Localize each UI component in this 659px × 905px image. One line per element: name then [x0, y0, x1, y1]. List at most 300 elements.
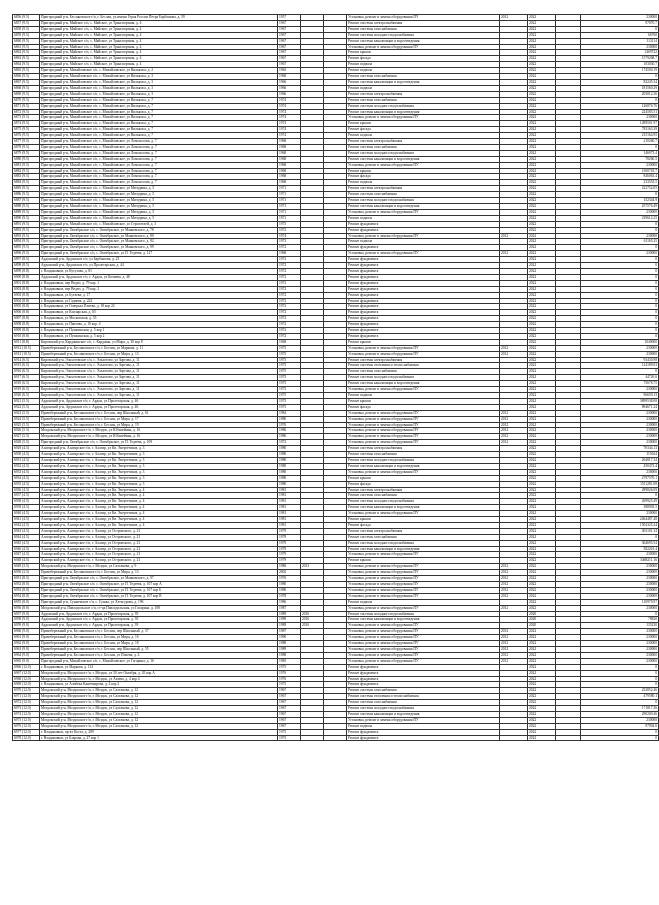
cell-addr: Пригородный р-н, Михайловское с/п, с. Михайловское, ул Мичурина, д. 5: [40, 192, 278, 198]
cell-y1: 1972: [278, 280, 301, 286]
cell-cost: 0: [581, 534, 659, 540]
cell-y1: 1975: [278, 393, 301, 399]
cell-addr: г. Владикавказ, ул Гадиева, д. 222: [40, 298, 278, 304]
cell-p1: 2012: [500, 410, 528, 416]
cell-addr: Пригородный р-н, Майское с/п, с. Майское, ул Транспортная, д. 4: [40, 32, 278, 38]
cell-cost: 230000: [581, 410, 659, 416]
cell-addr: Пригородный р-н, Октябрьское с/п, с. Октябрьское, ул П. Тедеева, д. 107 кор А: [40, 582, 278, 588]
cell-y1: 1974: [278, 121, 301, 127]
cell-y1: 1972: [278, 333, 301, 339]
cell-cost: 269925.49: [581, 499, 659, 505]
cell-cost: 0: [581, 322, 659, 328]
cell-addr: Правобережный р-н, Беслановское г/п, г. Беслан, пер Школьный, д. 55: [40, 646, 278, 652]
cell-p2: 2022: [528, 32, 556, 38]
cell-cost: 230000: [581, 416, 659, 422]
cell-y1: 1980: [278, 582, 301, 588]
cell-y1: 1968: [278, 168, 301, 174]
cell-y1: 1989: [278, 611, 301, 617]
cell-work: Ремонт системы холодного водоснабжения: [347, 103, 500, 109]
cell-p1: 2012: [500, 576, 528, 582]
cell-p2: 2022: [528, 682, 556, 688]
cell-n: 6902 (8.8): [13, 286, 40, 292]
cell-p2: 2022: [528, 463, 556, 469]
cell-n: 6973 (12.0): [13, 706, 40, 712]
cell-addr: Моздокский р-н, Павлодольское с/п, ст-ца Павлодольская, ул Гагарина, д. 108: [40, 605, 278, 611]
cell-work: Установка, ремонт и замена оборудования ПУ: [347, 345, 500, 351]
cell-cost: 230000: [581, 646, 659, 652]
cell-cost: 364695.54: [581, 540, 659, 546]
cell-work: Ремонт крыши: [347, 168, 500, 174]
cell-work: Установка, ремонт и замена оборудования ПУ: [347, 623, 500, 629]
cell-addr: Кировский р-н, Эльхотовское с/п, с. Эльхотово, ул Зортова, д. 11: [40, 387, 278, 393]
cell-addr: Алагирский р-н, Алагирское г/п, г. Алагир, ул Кв. Энергетиков, д. 4: [40, 487, 278, 493]
cell-cost: 1469722: [581, 50, 659, 56]
cell-cost: 230000: [581, 251, 659, 257]
cell-cost: 230000: [581, 469, 659, 475]
cell-work: Ремонт системы газоснабжения: [347, 74, 500, 80]
cell-y1: 1979: [278, 558, 301, 564]
cell-n: 6975 (12.0): [13, 717, 40, 723]
cell-n: 6867 (9.5): [13, 79, 40, 85]
cell-n: 6858 (9.5): [13, 26, 40, 32]
cell-addr: Правобережный р-н, Беслановское г/п, г. Беслан, ул Мира, д. 16: [40, 635, 278, 641]
cell-addr: Пригородный р-н, Октябрьское с/п, с. Октябрьское, ул Маяковского, д. 80: [40, 233, 278, 239]
cell-cost: 230000: [581, 652, 659, 658]
cell-work: Ремонт фундамента: [347, 257, 500, 263]
repair-schedule-table: [12, 14, 659, 741]
cell-addr: Моздокский р-н, Моздокское г/п, г. Моздок, ул Салганова, д. 12: [40, 711, 278, 717]
cell-p2: 2022: [528, 292, 556, 298]
cell-p2: 2022: [528, 706, 556, 712]
cell-work: Ремонт системы холодного водоснабжения: [347, 706, 500, 712]
cell-y1: 1980: [278, 469, 301, 475]
cell-y1: 1981: [278, 511, 301, 517]
cell-addr: Пригородный р-н, Майское с/п, с. Майское, ул Транспортная, д. 4: [40, 20, 278, 26]
cell-p2: 2022: [528, 528, 556, 534]
cell-n: 6893 (9.5): [13, 233, 40, 239]
cell-n: 6936 (4.5): [13, 487, 40, 493]
cell-addr: Пригородный р-н, Михайловское с/п, с. Михайловское, ул Вильямса, д. 7: [40, 127, 278, 133]
cell-p2: 2022: [528, 688, 556, 694]
cell-addr: г. Владикавказ, ул Павлова, д. 16 кор. 4: [40, 322, 278, 328]
cell-p2: 2022: [528, 115, 556, 121]
cell-n: 6978 (12.0): [13, 735, 40, 741]
cell-addr: Моздокский р-н, Моздокское г/п, г. Моздок, ул Салганова, д. 12: [40, 688, 278, 694]
cell-addr: Пригородный р-н, Михайловское с/п, с. Михайловское, ул Ломоносова, д. 7: [40, 156, 278, 162]
cell-work: Ремонт подвала: [347, 599, 500, 605]
cell-cost: 0: [581, 280, 659, 286]
cell-addr: Пригородный р-н, Октябрьское с/п, с. Октябрьское, ул П. Тедеева, д. 107 кор Б: [40, 587, 278, 593]
cell-cost: 97902.6: [581, 723, 659, 729]
cell-p1: 2012: [500, 641, 528, 647]
cell-n: 6878 (9.5): [13, 144, 40, 150]
cell-addr: Пригородный р-н, Михайловское с/п, с. Михайловское, ул Мичурина, д. 5: [40, 186, 278, 192]
cell-n: 6883 (9.5): [13, 174, 40, 180]
cell-cost: 252852.46: [581, 688, 659, 694]
cell-p2: 2022: [528, 381, 556, 387]
cell-p1: [500, 735, 528, 741]
cell-p1: 2012: [500, 422, 528, 428]
cell-cost: 230000: [581, 15, 659, 21]
cell-work: Установка, ремонт и замена оборудования ПУ: [347, 209, 500, 215]
cell-p1: 2012: [500, 440, 528, 446]
cell-y1: 1971: [278, 198, 301, 204]
cell-cost: 0: [581, 333, 659, 339]
cell-addr: Пригородный р-н, Октябрьское с/п, с. Октябрьское, ул Маяковского, д. 82: [40, 239, 278, 245]
cell-addr: Алагирский р-н, Алагирское г/п, г. Алагир, ул Островского, д. 21: [40, 540, 278, 546]
cell-work: Установка, ремонт и замена оборудования ПУ: [347, 658, 500, 664]
cell-n: 6940 (4.5): [13, 511, 40, 517]
cell-addr: Алагирский р-н, Алагирское г/п, г. Алагир, ул Кв. Энергетиков, д. 3: [40, 469, 278, 475]
cell-addr: Алагирский р-н, Алагирское г/п, г. Алагир, ул Кв. Энергетиков, д. 3: [40, 475, 278, 481]
cell-addr: Пригородный р-н, Михайловское с/п, с. Михайловское, ул Мичурина, д. 5: [40, 204, 278, 210]
cell-n: 6955 (8.0): [13, 599, 40, 605]
cell-addr: Моздокский р-н, Моздокское г/п, г. Моздок, ул Салганова, д. 12: [40, 700, 278, 706]
cell-work: Ремонт системы электроснабжения: [347, 487, 500, 493]
cell-n: 6966 (12.0): [13, 664, 40, 670]
cell-addr: Правобережный р-н, Беслановское г/п, г. Беслан, пер Школьный, д. 57: [40, 629, 278, 635]
cell-p2: 2022: [528, 263, 556, 269]
cell-cost: 203012.36: [581, 91, 659, 97]
cell-p2: 2022: [528, 357, 556, 363]
cell-y1: 1975: [278, 381, 301, 387]
cell-p2: 2022: [528, 316, 556, 322]
cell-work: Ремонт фасада: [347, 522, 500, 528]
cell-work: Ремонт системы отопления и теплоснабжения: [347, 694, 500, 700]
cell-cost: 1289501.97: [581, 121, 659, 127]
cell-n: 6901 (8.8): [13, 280, 40, 286]
cell-addr: Алагирский р-н, Алагирское г/п, г. Алагир, ул Кв. Энергетиков, д. 4: [40, 505, 278, 511]
cell-addr: Пригородный р-н, Михайловское с/п, с. Михайловское, ул Вильямса, д. 7: [40, 103, 278, 109]
cell-p2: 2022: [528, 546, 556, 552]
cell-n: 6976 (12.0): [13, 723, 40, 729]
cell-addr: Алагирский р-н, Алагирское г/п, г. Алагир, ул Островского, д. 21: [40, 534, 278, 540]
cell-addr: Пригородный р-н, Майское с/п, с. Майское, ул Транспортная, д. 4: [40, 38, 278, 44]
cell-n: 6877 (9.5): [13, 139, 40, 145]
cell-y1: 1979: [278, 528, 301, 534]
cell-n: 6937 (4.5): [13, 493, 40, 499]
cell-work: Ремонт системы канализации и водоотведения: [347, 79, 500, 85]
cell-p2: 2022: [528, 345, 556, 351]
cell-work: Ремонт системы электроснабжения: [347, 446, 500, 452]
cell-p2: 2020: [528, 623, 556, 629]
cell-cost: 230000: [581, 658, 659, 664]
cell-work: Ремонт системы канализации и водоотведения: [347, 463, 500, 469]
cell-p1: 2012: [500, 605, 528, 611]
cell-p2: 2022: [528, 558, 556, 564]
cell-n: 6960 (9.0): [13, 629, 40, 635]
cell-cost: 0: [581, 97, 659, 103]
cell-cost: 230000: [581, 564, 659, 570]
cell-p2: 2022: [528, 286, 556, 292]
cell-work: Ремонт фундамента: [347, 292, 500, 298]
cell-work: Ремонт системы холодного водоснабжения: [347, 499, 500, 505]
cell-n: 6932 (4.5): [13, 463, 40, 469]
cell-p1: 2012: [500, 434, 528, 440]
cell-cost: 230000: [581, 422, 659, 428]
cell-addr: Кировский р-н, Эльхотовское с/п, с. Эльхотово, ул Зортова, д. 11: [40, 381, 278, 387]
cell-cost: 1511281.08: [581, 481, 659, 487]
cell-addr: Правобережный р-н, Беслановское г/п, г. Беслан, ул Мира, д. 13: [40, 351, 278, 357]
cell-addr: Алагирский р-н, Алагирское г/п, г. Алагир, ул Кв. Энергетиков, д. 4: [40, 499, 278, 505]
cell-y1: 1986: [278, 564, 301, 570]
cell-cost: 233553.5: [581, 180, 659, 186]
cell-work: Ремонт крыши: [347, 339, 500, 345]
cell-p2: 2022: [528, 209, 556, 215]
cell-y1: 1967: [278, 62, 301, 68]
cell-p2: 2022: [528, 26, 556, 32]
cell-p1: 2012: [500, 658, 528, 664]
cell-work: Ремонт крыши: [347, 121, 500, 127]
cell-y1: 1965: [278, 68, 301, 74]
cell-p2: 2022: [528, 168, 556, 174]
cell-n: 6951 (8.5): [13, 576, 40, 582]
cell-p2: 2022: [528, 387, 556, 393]
cell-p2: 2022: [528, 440, 556, 446]
cell-n: 6859 (9.5): [13, 32, 40, 38]
cell-n: 6956 (8.0): [13, 605, 40, 611]
cell-cost: 0: [581, 664, 659, 670]
cell-n: 6909 (8.8): [13, 328, 40, 334]
cell-cost: 78260.5: [581, 156, 659, 162]
cell-n: 6872 (9.5): [13, 109, 40, 115]
cell-cost: 0: [581, 310, 659, 316]
cell-y1: 1979: [278, 546, 301, 552]
cell-cost: 230000: [581, 209, 659, 215]
cell-n: 6968 (12.0): [13, 676, 40, 682]
cell-p2: 2022: [528, 85, 556, 91]
cell-addr: Кировский р-н, Эльхотовское с/п, с. Эльхотово, ул Зортова, д. 11: [40, 369, 278, 375]
cell-y1: 1974: [278, 97, 301, 103]
cell-n: 6927 (5.5): [13, 434, 40, 440]
cell-n: 6971 (12.0): [13, 694, 40, 700]
cell-work: Установка, ремонт и замена оборудования ПУ: [347, 428, 500, 434]
cell-y1: 1984: [278, 410, 301, 416]
cell-y1: 1980: [278, 481, 301, 487]
cell-p2: 2022: [528, 280, 556, 286]
cell-work: Установка, ремонт и замена оборудования ПУ: [347, 469, 500, 475]
cell-n: 6866 (9.5): [13, 74, 40, 80]
cell-addr: Пригородный р-н, Октябрьское с/п, с. Октябрьское, ул П. Тедеева, д. 109: [40, 440, 278, 446]
cell-cost: 230000: [581, 233, 659, 239]
cell-n: 6871 (9.5): [13, 103, 40, 109]
cell-cost: 230000: [581, 387, 659, 393]
cell-n: 6947 (4.5): [13, 552, 40, 558]
cell-n: 6942 (4.5): [13, 522, 40, 528]
cell-p2: 2022: [528, 239, 556, 245]
cell-cost: 230000: [581, 587, 659, 593]
cell-addr: г. Владикавказ, ул Бзарова, д. 27 кор 1: [40, 735, 278, 741]
cell-p1: 2012: [500, 428, 528, 434]
cell-y1: 1967: [278, 706, 301, 712]
cell-work: Ремонт системы газоснабжения: [347, 700, 500, 706]
cell-n: 6918 (6.5): [13, 381, 40, 387]
cell-cost: 1579268.7: [581, 56, 659, 62]
cell-p2: 2022: [528, 274, 556, 280]
cell-n: 6953 (8.0): [13, 587, 40, 593]
cell-p2: 2020: [528, 617, 556, 623]
cell-n: 6949 (3.5): [13, 564, 40, 570]
cell-cost: 75678.75: [581, 381, 659, 387]
cell-y1: 1968: [278, 339, 301, 345]
cell-cost: 781163.39: [581, 127, 659, 133]
cell-work: Установка, ремонт и замена оборудования ПУ: [347, 416, 500, 422]
cell-p2: 2022: [528, 363, 556, 369]
cell-addr: Пригородный р-н, Михайловское с/п, с. Михайловское, ул Вильямса, д. 2: [40, 68, 278, 74]
cell-work: Ремонт системы газоснабжения: [347, 97, 500, 103]
cell-cost: 1500718.7: [581, 168, 659, 174]
cell-cost: 230000: [581, 162, 659, 168]
cell-addr: Моздокский р-н, Моздокское г/п, г. Моздок, ул Юбилейная, д. 16: [40, 428, 278, 434]
cell-n: 6876 (9.5): [13, 133, 40, 139]
cell-p2: 2022: [528, 605, 556, 611]
cell-n: 6948 (4.5): [13, 558, 40, 564]
cell-p2: 2022: [528, 434, 556, 440]
cell-y1: 1978: [278, 593, 301, 599]
cell-y1: 1974: [278, 109, 301, 115]
cell-n: 6974 (12.0): [13, 711, 40, 717]
cell-work: Установка, ремонт и замена оборудования ПУ: [347, 351, 500, 357]
cell-y1: 1981: [278, 493, 301, 499]
cell-y1: 1972: [278, 322, 301, 328]
cell-p2: 2022: [528, 582, 556, 588]
cell-addr: г. Владикавказ, ул Алибека Кантемирова, д. 4 кор 2: [40, 682, 278, 688]
cell-p2: 2022: [528, 186, 556, 192]
cell-n: 6934 (4.5): [13, 475, 40, 481]
cell-cost: 0: [581, 221, 659, 227]
cell-work: Ремонт системы холодного водоснабжения: [347, 611, 500, 617]
cell-n: 6925 (5.5): [13, 422, 40, 428]
cell-y1: 1972: [278, 245, 301, 251]
cell-addr: Пригородный р-н, Майское с/п, с. Майское, ул Транспортная, д. 4: [40, 26, 278, 32]
cell-p2: 2022: [528, 670, 556, 676]
cell-n: 6857 (9.5): [13, 20, 40, 26]
cell-y1: 1972: [278, 268, 301, 274]
cell-p2: 2022: [528, 109, 556, 115]
cell-y1: 1976: [278, 676, 301, 682]
cell-work: Ремонт крыши: [347, 475, 500, 481]
cell-addr: Пригородный р-н, Октябрьское с/п, с. Октябрьское, ул П. Тедеева, д. 127: [40, 251, 278, 257]
cell-n: 6923 (5.5): [13, 410, 40, 416]
cell-p2: 2022: [528, 499, 556, 505]
cell-p1: 2012: [500, 233, 528, 239]
cell-y1: 1975: [278, 664, 301, 670]
cell-p2: 2022: [528, 416, 556, 422]
cell-n: 6957 (9.0): [13, 611, 40, 617]
cell-work: Ремонт фундамента: [347, 316, 500, 322]
cell-y1: 1979: [278, 540, 301, 546]
cell-p1: 2012: [500, 652, 528, 658]
cell-addr: Пригородный р-н, Михайловское с/п, с. Михайловское, ул Ломоносова, д. 7: [40, 150, 278, 156]
cell-work: Ремонт фундамента: [347, 670, 500, 676]
cell-cost: 582261.4: [581, 546, 659, 552]
cell-p2: 2022: [528, 564, 556, 570]
cell-work: Ремонт системы канализации и водоотведения: [347, 38, 500, 44]
cell-n: 6941 (4.5): [13, 517, 40, 523]
cell-addr: Пригородный р-н, Октябрьское с/п, с. Октябрьское, ул Маяковского, д. 78: [40, 227, 278, 233]
cell-p2: 2022: [528, 676, 556, 682]
cell-work: Ремонт подвала: [347, 239, 500, 245]
cell-cost: 230000: [581, 635, 659, 641]
cell-y1: 1981: [278, 487, 301, 493]
cell-addr: Правобережный р-н, Беслановское г/п, г. Беслан, ул Мира, д. 13: [40, 570, 278, 576]
cell-cost: 146973.4: [581, 150, 659, 156]
cell-work: Ремонт системы канализации и водоотведения: [347, 204, 500, 210]
cell-p2: 2022: [528, 204, 556, 210]
cell-cost: 103030.7: [581, 62, 659, 68]
cell-p1: 2012: [500, 345, 528, 351]
cell-work: Ремонт крыши: [347, 558, 500, 564]
cell-p2: 2022: [528, 717, 556, 723]
cell-n: 6905 (8.8): [13, 304, 40, 310]
cell-y1: 1968: [278, 74, 301, 80]
cell-addr: Ардонский р-н, Ардонское г/п, г. Ардон, ул Пролетарская, д. 39: [40, 623, 278, 629]
cell-p2: 2022: [528, 393, 556, 399]
cell-work: Установка, ремонт и замена оборудования ПУ: [347, 44, 500, 50]
cell-y3: [324, 735, 347, 741]
cell-work: Ремонт системы канализации и водоотведения: [347, 505, 500, 511]
cell-work: Установка, ремонт и замена оборудования ПУ: [347, 652, 500, 658]
cell-n: 6863 (9.5): [13, 56, 40, 62]
cell-n: 6879 (9.5): [13, 150, 40, 156]
cell-p2: 2022: [528, 522, 556, 528]
cell-y1: 1966: [278, 91, 301, 97]
cell-n: 6946 (4.5): [13, 546, 40, 552]
cell-addr: Пригородный р-н, Михайловское с/п, с. Михайловское, ул Вильямса, д. 3: [40, 85, 278, 91]
cell-p2: 2022: [528, 398, 556, 404]
cell-y1: 1975: [278, 682, 301, 688]
cell-work: Ремонт фундамента: [347, 676, 500, 682]
cell-n: 6865 (9.5): [13, 68, 40, 74]
cell-cost: 894671.24: [581, 404, 659, 410]
cell-n: 6889 (9.5): [13, 209, 40, 215]
cell-p1: 2012: [500, 351, 528, 357]
cell-y1: 1967: [278, 50, 301, 56]
cell-cost: 230000: [581, 629, 659, 635]
cell-n: 6874 (9.5): [13, 121, 40, 127]
cell-work: Установка, ремонт и замена оборудования ПУ: [347, 434, 500, 440]
cell-addr: г. Владикавказ, ул Московская, д. 35: [40, 316, 278, 322]
cell-p2: 2022: [528, 333, 556, 339]
cell-y1: 1975: [278, 357, 301, 363]
cell-work: Ремонт подвала: [347, 180, 500, 186]
cell-cost: 210260.7: [581, 139, 659, 145]
cell-work: Ремонт фундамента: [347, 227, 500, 233]
cell-y1: 1980: [278, 452, 301, 458]
cell-cost: 0: [581, 328, 659, 334]
cell-cost: 0: [581, 263, 659, 269]
cell-addr: Ардонский р-н, Ардонское г/п, ул Барбашова, д. 23: [40, 257, 278, 263]
cell-n: 6935 (4.5): [13, 481, 40, 487]
cell-work: Ремонт системы газоснабжения: [347, 192, 500, 198]
cell-y1: 1980: [278, 446, 301, 452]
cell-work: Ремонт системы газоснабжения: [347, 369, 500, 375]
cell-n: 6945 (4.5): [13, 540, 40, 546]
cell-addr: Пригородный р-н, Михайловское с/п, с. Михайловское, ул Ломоносова, д. 7: [40, 162, 278, 168]
cell-n: 6965 (9.0): [13, 658, 40, 664]
cell-p1: 2012: [500, 629, 528, 635]
cell-work: Ремонт системы электроснабжения: [347, 20, 500, 26]
cell-p2: 2022: [528, 723, 556, 729]
cell-y1: 1979: [278, 534, 301, 540]
cell-addr: Пригородный р-н, Михайловское с/п, с. Михайловское, ул Вильямса, д. 7: [40, 115, 278, 121]
cell-y1: 1972: [278, 440, 301, 446]
cell-work: Ремонт фундамента: [347, 298, 500, 304]
cell-p2: 2022: [528, 375, 556, 381]
cell-y1: 1971: [278, 215, 301, 221]
cell-n: 6943 (4.5): [13, 528, 40, 534]
cell-n: 6900 (8.8): [13, 274, 40, 280]
